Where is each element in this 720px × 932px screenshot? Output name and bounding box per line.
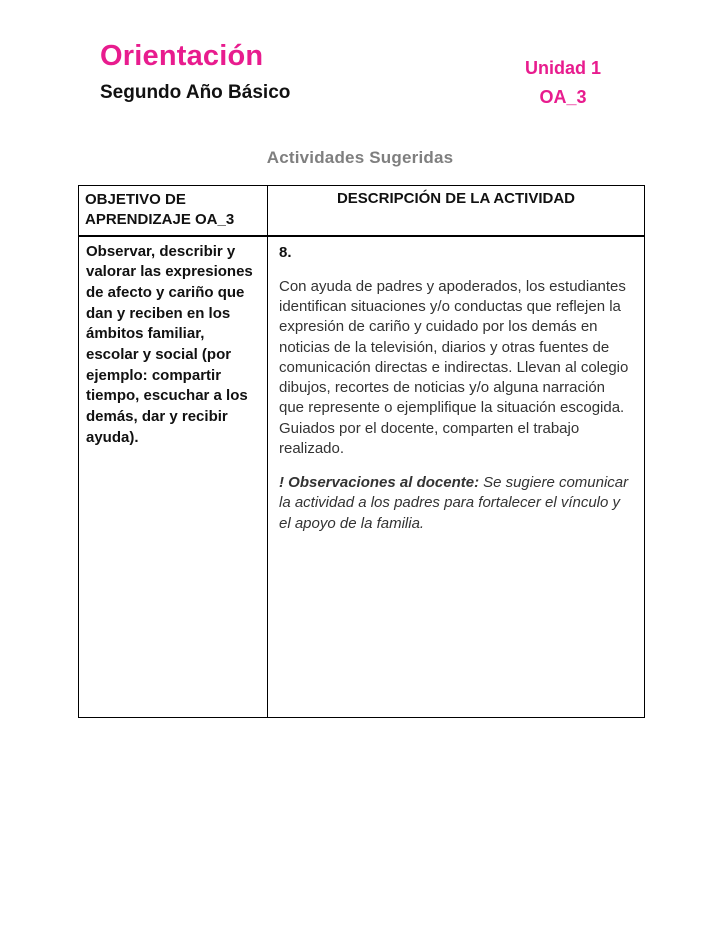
description-column-header: DESCRIPCIÓN DE LA ACTIVIDAD [268,186,645,236]
page-title: Orientación [100,40,264,72]
section-title: Actividades Sugeridas [266,148,454,167]
oa-label: OA_3 [539,87,587,107]
table-header-row [79,186,645,236]
unit-label: Unidad 1 [524,58,601,78]
activity-number: 8. [279,243,292,261]
observation-note [279,473,632,534]
observation-label: ! Observaciones al docente: [279,474,480,491]
description-cell [268,236,645,718]
page-subtitle: Segundo Año Básico [100,82,291,103]
objective-cell: Observar, describir y valorar las expresiones de afecto y cariño que dan y reciben en los ámbitos familiar, escolar y social (por ejemplo: compartir tiempo, escuchar a los demás, dar y recibir ayuda). [79,236,268,718]
header-unit-block [525,54,601,112]
activity-table [78,185,645,718]
objective-column-header: OBJETIVO DE APRENDIZAJE OA_3 [79,186,268,236]
table-body-row [79,236,645,718]
observation-text: Se sugiere comunicar la actividad a los padres para fortalecer el vínculo y el apoyo de la familia. [279,474,629,532]
activity-text: Con ayuda de padres y apoderados, los estudiantes identifican situaciones y/o conductas que reflejen la expresión de cariño y cuidado por los demás en noticias de la televisión, diarios y otras fuentes de comunicación directas e indirectas. Llevan al colegio dibujos, recortes de noticias y/o alguna narración que represente o ejemplifique la situación escogida. Guiados por el docente, comparten el trabajo realizado. [279,277,629,457]
